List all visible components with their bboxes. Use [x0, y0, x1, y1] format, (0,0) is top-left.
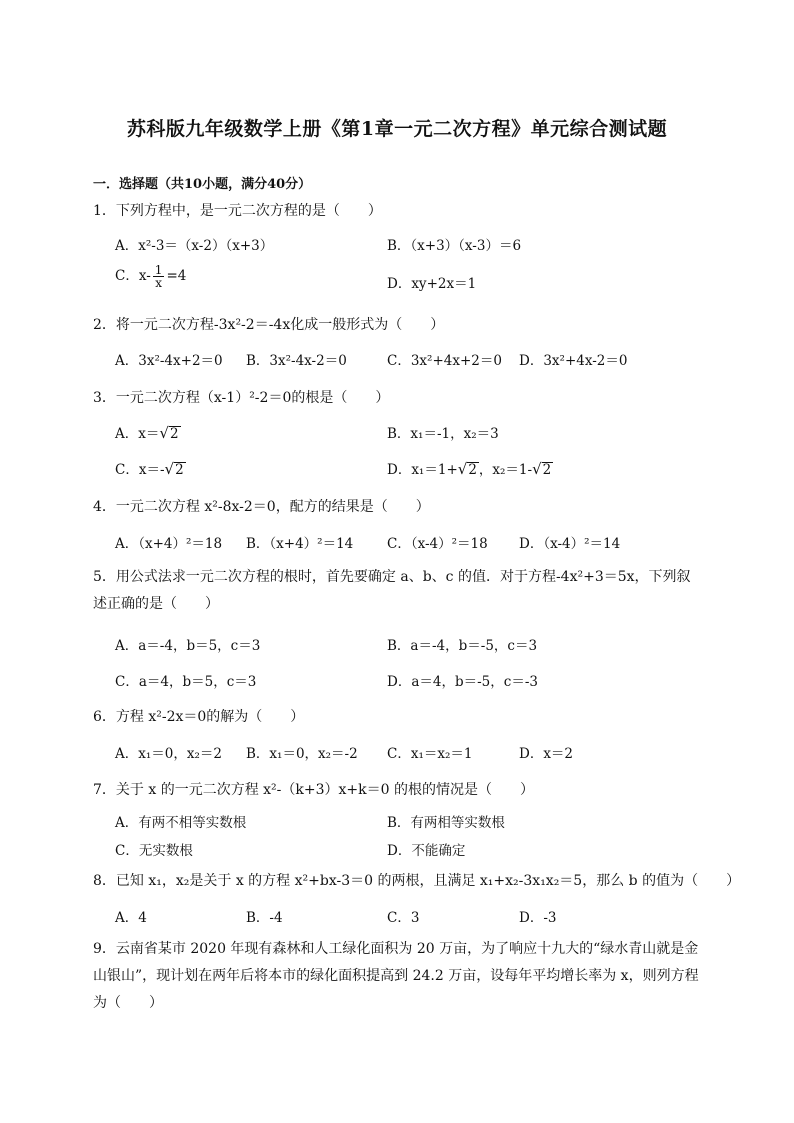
question-7-option-d: D．不能确定: [387, 843, 466, 859]
question-4-option-c: C．（x-4）²＝18: [387, 536, 488, 552]
question-1-option-c: [115, 264, 186, 289]
radical-sign: √: [532, 460, 542, 478]
question-6-option-c: C．x₁＝x₂＝1: [387, 746, 473, 762]
question-4-option-a: A．（x+4）²＝18: [115, 536, 223, 552]
fraction-numerator: 1: [154, 263, 163, 277]
option-d-prefix: D．x₁＝1+: [387, 462, 458, 478]
question-3-option-a: [115, 422, 181, 442]
radicand: 2: [169, 426, 179, 442]
question-4-option-b: B．（x+4）²＝14: [246, 536, 354, 552]
option-c-suffix: =4: [166, 268, 187, 284]
radicand: 2: [542, 462, 552, 478]
question-5-option-d: D．a＝4，b＝-5，c＝-3: [387, 674, 538, 690]
radical-sign: √: [164, 460, 175, 478]
option-d-middle: ，x₂＝1-: [478, 462, 533, 478]
question-3-option-b: B．x₁＝-1，x₂＝3: [387, 426, 499, 442]
question-1-option-b: B．（x+3）（x-3）＝6: [387, 238, 522, 254]
option-c-prefix: C．: [115, 268, 139, 284]
question-4-option-d: D．（x-4）²＝14: [519, 536, 621, 552]
question-2-option-a: A．3x²-4x+2＝0: [115, 353, 223, 369]
question-5-option-b: B．a＝-4，b＝-5，c＝3: [387, 638, 538, 654]
radicand: 2: [468, 462, 477, 478]
question-1-stem: 1．下列方程中，是一元二次方程的是（ ）: [93, 203, 382, 219]
question-8-option-d: D．-3: [519, 910, 557, 926]
question-8-stem: 8．已知 x₁，x₂是关于 x 的方程 x²+bx-3＝0 的两根，且满足 x₁+x₂-3x₁x₂＝5，那么 b 的值为（ ）: [93, 873, 741, 889]
document-title: 苏科版九年级数学上册《第1章一元二次方程》单元综合测试题: [126, 118, 668, 140]
question-3-option-d: [387, 458, 553, 478]
question-2-option-c: C．3x²+4x+2＝0: [387, 353, 502, 369]
question-8-option-b: B．-4: [246, 910, 283, 926]
option-c-prefix: C．x＝-: [115, 462, 165, 478]
question-3-option-c: [115, 458, 186, 478]
option-c-variable: x-: [138, 268, 151, 284]
question-4-stem: 4．一元二次方程 x²-8x-2＝0，配方的结果是（ ）: [93, 499, 430, 515]
question-6-option-b: B．x₁＝0，x₂＝-2: [246, 746, 358, 762]
question-5-option-c: C．a＝4，b＝5，c＝3: [115, 674, 257, 690]
question-7-option-c: C．无实数根: [115, 843, 193, 859]
radicand: 2: [175, 462, 184, 478]
radical-sign: √: [457, 460, 468, 478]
question-6-stem: 6．方程 x²-2x＝0的解为（ ）: [93, 709, 305, 725]
question-8-option-c: C．3: [387, 910, 420, 926]
question-2-stem: 2．将一元二次方程-3x²-2＝-4x化成一般形式为（ ）: [93, 317, 445, 333]
radical-sign: √: [159, 424, 169, 442]
question-2-option-b: B．3x²-4x-2＝0: [246, 353, 347, 369]
question-5-stem: 5．用公式法求一元二次方程的根时，首先要确定 a、b、c 的值．对于方程-4x²+3＝5x，下列叙述正确的是（ ）: [93, 569, 691, 612]
question-6-option-d: D．x＝2: [519, 746, 574, 762]
fraction-denominator: x: [155, 276, 162, 290]
question-9-stem: 9．云南省某市 2020 年现有森林和人工绿化面积为 20 万亩，为了响应十九大的“绿水青山就是金山银山”，现计划在两年后将本市的绿化面积提高到 24.2 万亩，设每年平均增长率为 x，则列方程为（ ）: [93, 941, 699, 1011]
question-3-stem: 3．一元二次方程（x-1）²-2＝0的根是（ ）: [93, 390, 390, 406]
question-5-option-a: A．a＝-4，b＝5，c＝3: [115, 638, 261, 654]
question-6-option-a: A．x₁＝0，x₂＝2: [115, 746, 222, 762]
fraction: [153, 264, 165, 289]
question-2-option-d: D．3x²+4x-2＝0: [519, 353, 628, 369]
section-heading: 一．选择题（共10小题，满分40分）: [93, 177, 312, 192]
question-7-option-b: B．有两相等实数根: [387, 815, 505, 831]
question-1-option-a: A．x²-3＝（x-2）（x+3）: [115, 238, 274, 254]
question-7-stem: 7．关于 x 的一元二次方程 x²-（k+3）x+k＝0 的根的情况是（ ）: [93, 782, 534, 798]
question-7-option-a: A．有两不相等实数根: [115, 815, 247, 831]
question-1-option-d: D．xy+2x＝1: [387, 276, 477, 292]
question-8-option-a: A．4: [115, 910, 147, 926]
option-a-prefix: A．x＝: [115, 426, 160, 442]
